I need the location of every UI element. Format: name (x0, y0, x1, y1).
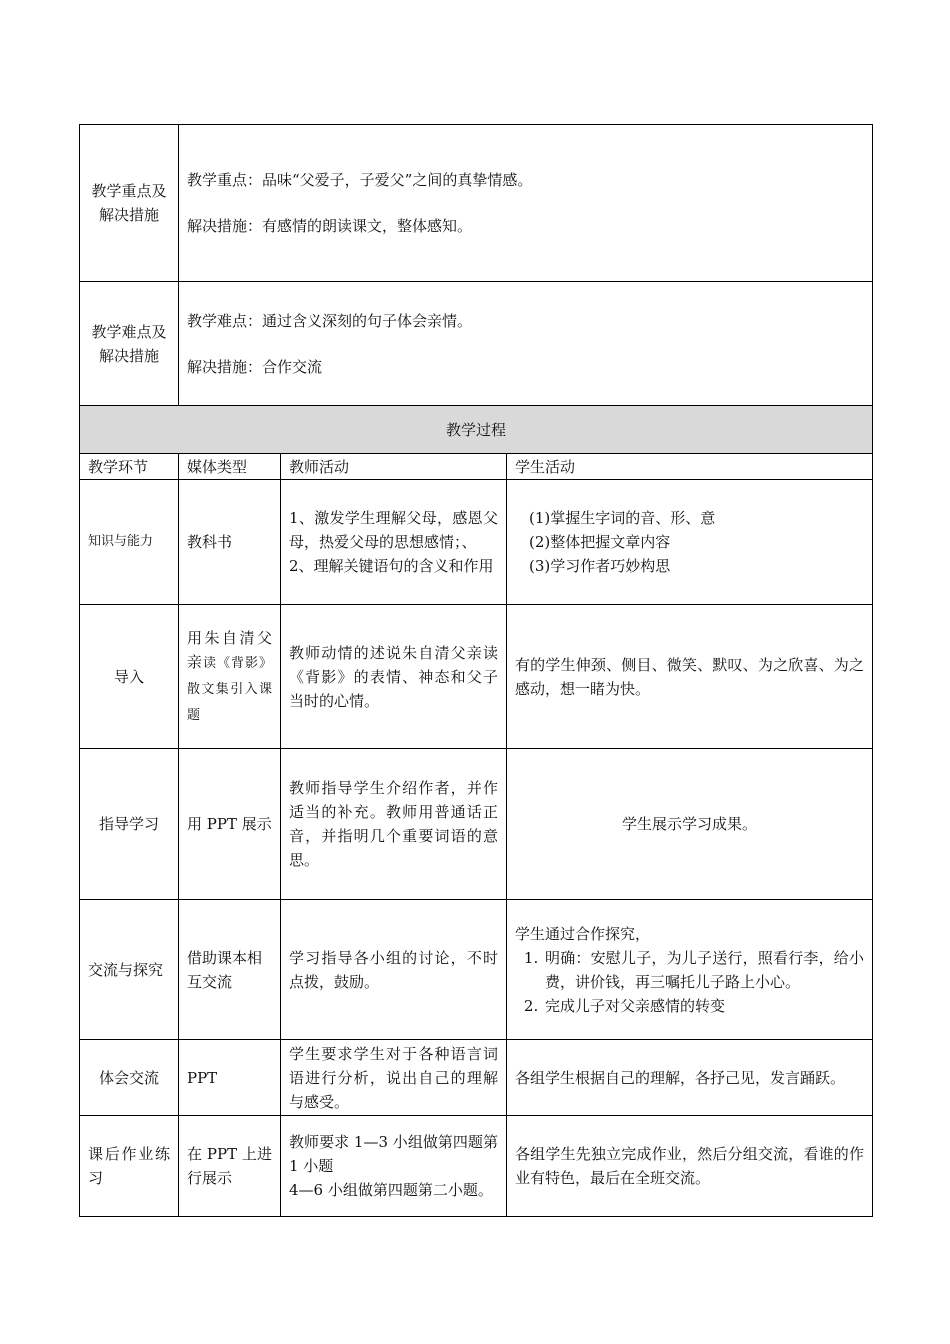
teacher-cell (281, 1116, 507, 1217)
process-title: 教学过程 (80, 406, 873, 454)
student-cell: 各组学生先独立完成作业，然后分组交流，看谁的作业有特色，最后在全班交流。 (507, 1116, 873, 1217)
column-header: 媒体类型 (179, 454, 281, 480)
difficulty-point: 教学难点：通过含义深刻的句子体会亲情。 (187, 311, 473, 330)
student-item: (2)整体把握文章内容 (529, 533, 671, 551)
teacher-text: 4—6 小组做第四题第二小题。 (289, 1181, 493, 1199)
column-header-row (80, 454, 873, 480)
student-intro: 学生通过合作探究， (515, 924, 651, 943)
student-item: 2. 完成儿子对父亲感情的转变 (543, 994, 864, 1018)
student-cell: 学生展示学习成果。 (507, 749, 873, 900)
focus-point: 教学重点：品味“父爱子，子爱父”之间的真挚情感。 (187, 171, 533, 189)
difficulty-row (80, 282, 873, 406)
lesson-plan-table (79, 124, 873, 1217)
column-header: 教师活动 (281, 454, 507, 480)
process-header-row (80, 406, 873, 454)
media-cell (179, 605, 281, 749)
media-cell: 用 PPT 展示 (179, 749, 281, 900)
student-cell (507, 480, 873, 605)
teacher-text: 1、激发学生理解父母，感恩父母，热爱父母的思想感情；、 (289, 509, 498, 551)
student-item: (3)学习作者巧妙构思 (529, 557, 671, 575)
difficulty-content (179, 282, 873, 406)
teacher-cell: 教师指导学生介绍作者，并作适当的补充。教师用普通话正音，并指明几个重要词语的意思。 (281, 749, 507, 900)
focus-content (179, 125, 873, 282)
table-row (80, 749, 873, 900)
teacher-cell: 学习指导各小组的讨论，不时点拨，鼓励。 (281, 900, 507, 1040)
focus-measure: 解决措施：有感情的朗读课文，整体感知。 (187, 217, 473, 235)
media-cell: 借助课本相互交流 (179, 900, 281, 1040)
media-cell: PPT (179, 1040, 281, 1116)
teacher-text: 教师要求 1—3 小组做第四题第 1 小题 (289, 1133, 498, 1175)
teacher-cell (281, 480, 507, 605)
table-row (80, 480, 873, 605)
difficulty-measure: 解决措施：合作交流 (187, 357, 323, 376)
table-row (80, 605, 873, 749)
teacher-text: 2、理解关键语句的含义和作用 (289, 557, 494, 575)
stage-cell: 课后作业练习 (80, 1116, 179, 1217)
stage-cell: 交流与探究 (80, 900, 179, 1040)
table-row (80, 900, 873, 1040)
student-cell: 有的学生伸颈、侧目、微笑、默叹、为之欣喜、为之感动，想一睹为快。 (507, 605, 873, 749)
media-text: 用朱自清父亲 (187, 628, 272, 671)
media-text: 读《背影》散文集引入课题 (187, 655, 272, 723)
focus-label: 教学重点及解决措施 (80, 125, 179, 282)
table-row (80, 1116, 873, 1217)
table-row (80, 1040, 873, 1116)
media-cell: 在 PPT 上进行展示 (179, 1116, 281, 1217)
student-item: (1)掌握生字词的音、形、意 (529, 509, 716, 527)
stage-cell: 导入 (80, 605, 179, 749)
stage-cell: 知识与能力 (80, 480, 179, 605)
student-cell: 各组学生根据自己的理解，各抒己见，发言踊跃。 (507, 1040, 873, 1116)
stage-cell: 指导学习 (80, 749, 179, 900)
student-item: 1. 明确：安慰儿子，为儿子送行，照看行李，给小费，讲价钱，再三嘱托儿子路上小心。 (543, 946, 864, 994)
student-cell (507, 900, 873, 1040)
column-header: 学生活动 (507, 454, 873, 480)
stage-cell: 体会交流 (80, 1040, 179, 1116)
teacher-cell: 教师动情的述说朱自清父亲读《背影》的表情、神态和父子当时的心情。 (281, 605, 507, 749)
column-header: 教学环节 (80, 454, 179, 480)
teacher-cell: 学生要求学生对于各种语言词语进行分析，说出自己的理解与感受。 (281, 1040, 507, 1116)
focus-row (80, 125, 873, 282)
media-cell: 教科书 (179, 480, 281, 605)
difficulty-label: 教学难点及解决措施 (80, 282, 179, 406)
